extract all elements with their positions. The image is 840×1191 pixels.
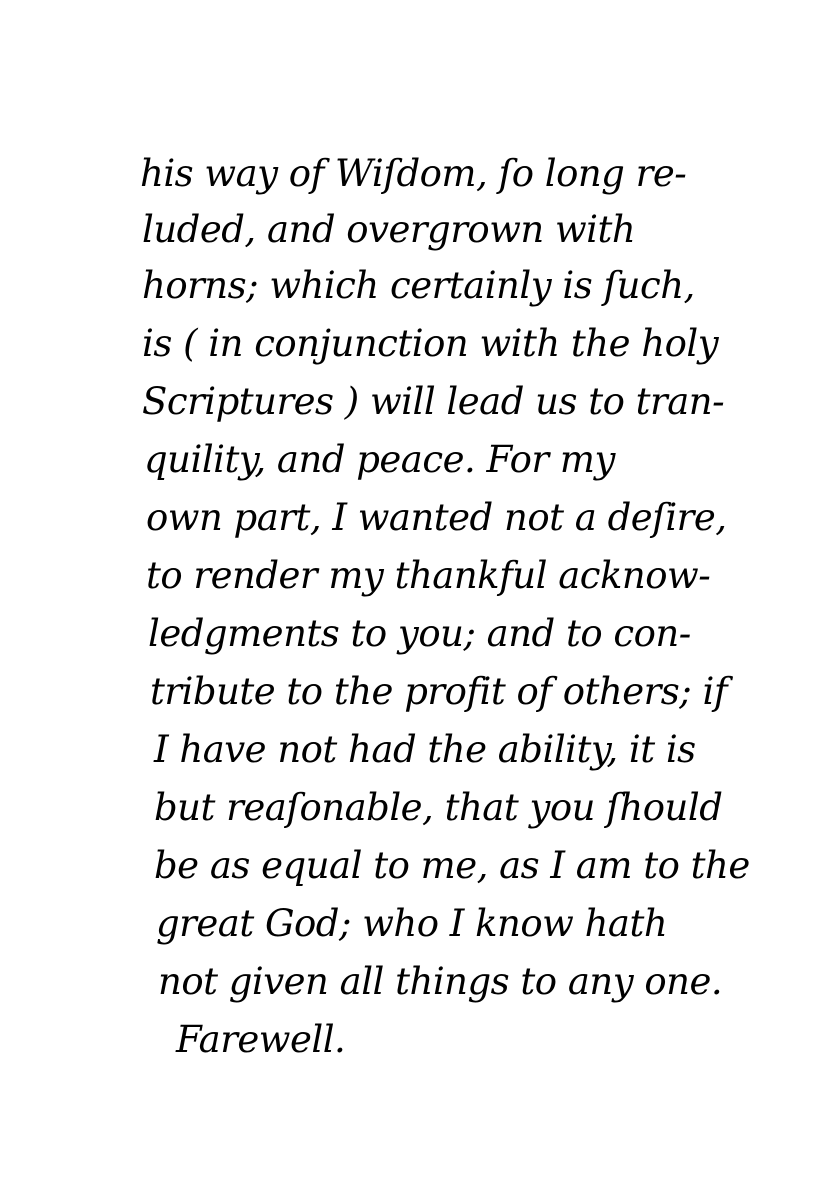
text-line-8: to render my thankful acknow- — [146, 554, 711, 597]
text-line-1: his way of Wiſdom, ſo long re- — [140, 152, 687, 195]
text-line-12: but reaſonable, that you ſhould — [154, 786, 723, 829]
text-line-10: tribute to the profit of others; if — [150, 670, 728, 713]
text-line-9: ledgments to you; and to con- — [148, 612, 691, 655]
text-line-14: great God; who I know hath — [156, 902, 668, 945]
text-line-6: quility, and peace. For my — [144, 438, 615, 481]
text-line-4: is ( in conjunction with the holy — [142, 322, 719, 365]
text-line-7: own part, I wanted not a deſire, — [146, 496, 727, 539]
text-line-11: I have not had the ability, it is — [154, 728, 696, 771]
text-line-13: be as equal to me, as I am to the — [154, 844, 750, 887]
text-line-2: luded, and overgrown with — [142, 208, 636, 251]
text-line-15: not given all things to any one. — [158, 960, 723, 1003]
text-line-3: horns; which certainly is ſuch, — [142, 264, 695, 307]
text-line-5: Scriptures ) will lead us to tran- — [142, 380, 725, 423]
text-line-16: Farewell. — [176, 1018, 346, 1061]
